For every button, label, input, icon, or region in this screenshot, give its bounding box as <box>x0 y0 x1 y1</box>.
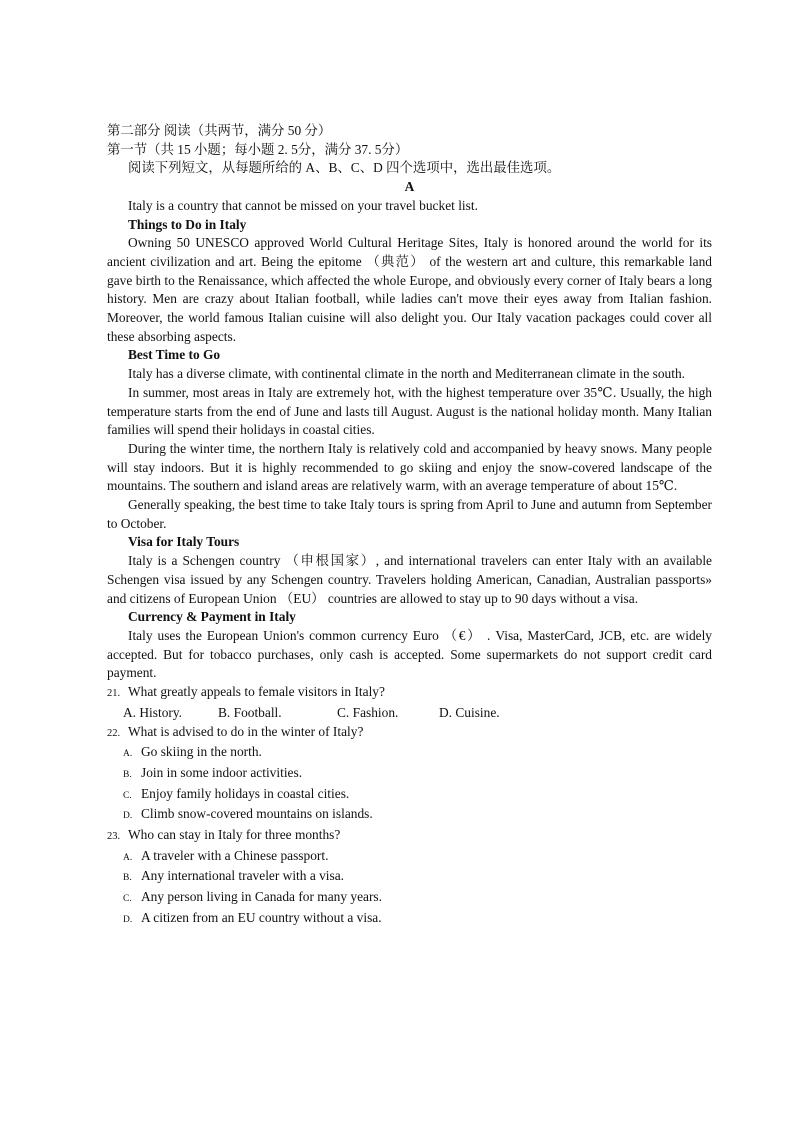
option-text: Join in some indoor activities. <box>141 764 303 780</box>
option[interactable] <box>107 847 712 868</box>
passage-letter: A <box>404 179 415 195</box>
option-letter: A. <box>123 749 133 760</box>
paragraph: Italy uses the European Union's common currency Euro （€） . Visa, MasterCard, JCB, etc. are widely accepted. But for tobacco purchases, only cash is accepted. Some supermarkets do not support credit card payment. <box>107 627 712 681</box>
option-text: Go skiing in the north. <box>141 744 262 760</box>
passage-intro: Italy is a country that cannot be missed on your travel bucket list. <box>128 197 478 213</box>
option-text: Any international traveler with a visa. <box>141 868 345 884</box>
section-heading: Best Time to Go <box>128 347 221 363</box>
option-text: Climb snow-covered mountains on islands. <box>141 806 373 822</box>
option-text: Enjoy family holidays in coastal cities. <box>141 785 350 801</box>
option-text: A traveler with a Chinese passport. <box>141 847 329 863</box>
option[interactable] <box>107 805 712 826</box>
part-title: 第二部分 阅读（共两节，满分 50 分） <box>107 123 332 138</box>
option-text: Any person living in Canada for many years. <box>141 889 382 905</box>
question-stem <box>107 826 712 847</box>
question-text: What is advised to do in the winter of Italy? <box>128 723 364 739</box>
section-heading: Visa for Italy Tours <box>128 534 240 550</box>
options-row <box>107 704 712 723</box>
question-text: What greatly appeals to female visitors in Italy? <box>128 684 385 700</box>
option[interactable] <box>107 743 712 764</box>
option-letter: C. <box>123 894 132 905</box>
paragraph: In summer, most areas in Italy are extremely hot, with the highest temperature over 35℃. Usually, the high temperature starts from the end of June and lasts till August. August is the national holiday month. Many Italian families will spend their holidays in coastal cities. <box>107 384 712 438</box>
option[interactable] <box>107 888 712 909</box>
paragraph: During the winter time, the northern Italy is relatively cold and accompanied by heavy snows. Many people will stay indoors. But it is highly recommended to go skiing and enjoy the snow-covered landscape of the mountains. The southern and island areas are relatively warm, with an average temperature of about 15℃. <box>107 440 712 494</box>
option-letter: D. <box>123 914 133 925</box>
paragraph: Generally speaking, the best time to take Italy tours is spring from April to June and autumn from September to October. <box>107 497 712 531</box>
option[interactable]: B. Football. <box>218 704 282 720</box>
paragraph: Italy is a Schengen country （申根国家）, and international travelers can enter Italy with an available Schengen visa issued by any Schengen country. Travelers holding American, Canadian, Australian passports» and citizens of European Union （EU） countries are allowed to stay up to 90 days without a visa. <box>107 553 712 606</box>
option-letter: B. <box>123 769 132 780</box>
option-letter: D. <box>123 811 133 822</box>
exam-page <box>107 122 712 930</box>
question-number: 23. <box>107 831 121 843</box>
option-text: A citizen from an EU country without a visa. <box>141 909 382 925</box>
option[interactable] <box>107 909 712 930</box>
option[interactable]: C. Fashion. <box>337 704 399 720</box>
section-heading: Things to Do in Italy <box>128 216 247 232</box>
option[interactable] <box>107 764 712 785</box>
section-heading: Currency & Payment in Italy <box>128 609 296 625</box>
option[interactable] <box>107 867 712 888</box>
question-number: 22. <box>107 727 121 739</box>
paragraph: Italy has a diverse climate, with continental climate in the north and Mediterranean climate in the south. <box>128 366 686 382</box>
paragraph: Owning 50 UNESCO approved World Cultural Heritage Sites, Italy is honored around the world for its ancient civilization and art. Being the epitome （典范） of the western art and culture, this remarkable land gave birth to the Renaissance, which affected the whole Europe, and obviously every corner of Italy bears a long history. Men are crazy about Italian football, while ladies can't move their eyes away from Italian fashion. Moreover, the world famous Italian cuisine will also delight you. Our Italy vacation packages could cover all these absorbing aspects. <box>107 235 712 344</box>
option[interactable]: D. Cuisine. <box>439 704 500 720</box>
option-letter: B. <box>123 873 132 884</box>
question-stem <box>107 683 712 704</box>
option-letter: C. <box>123 790 132 801</box>
question-text: Who can stay in Italy for three months? <box>128 827 341 843</box>
option[interactable]: A. History. <box>123 704 183 720</box>
option[interactable] <box>107 785 712 806</box>
instruction: 阅读下列短文，从每题所给的 A、B、C、D 四个选项中，选出最佳选项。 <box>128 160 561 176</box>
question-number: 21. <box>107 688 121 700</box>
section-title: 第一节（共 15 小题；每小题 2. 5分，满分 37. 5分） <box>107 141 409 157</box>
option-letter: A. <box>123 852 133 863</box>
question-stem <box>107 723 712 744</box>
